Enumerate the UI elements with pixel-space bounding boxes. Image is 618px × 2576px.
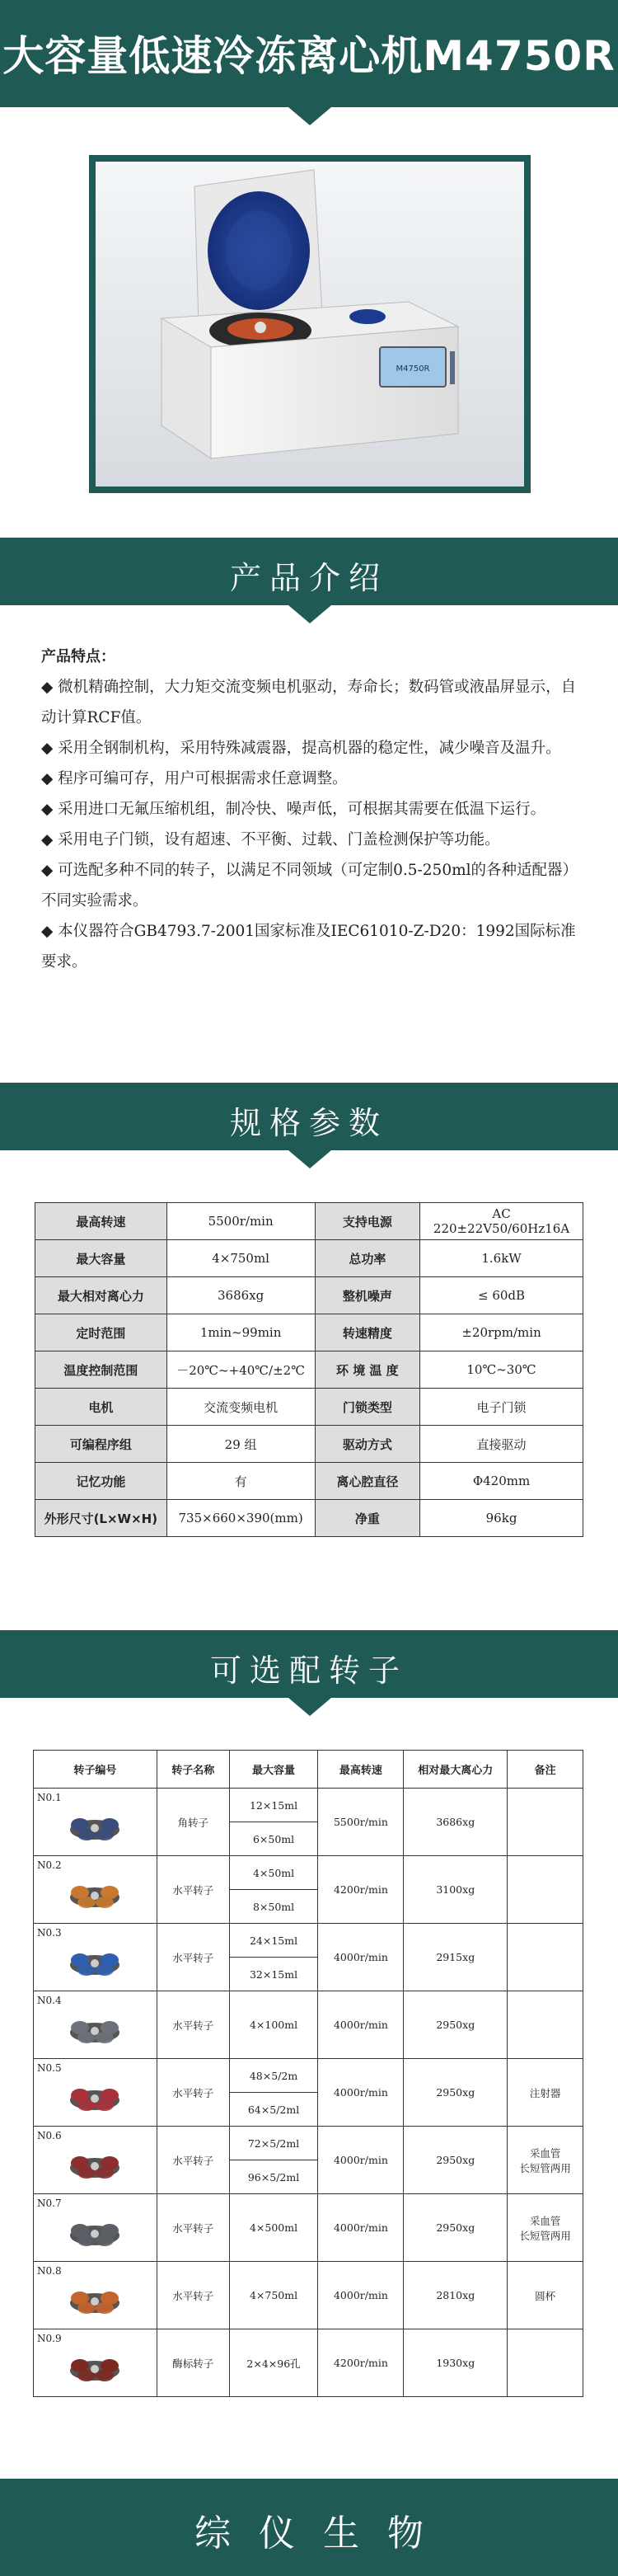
spec-value: 3686xg xyxy=(166,1277,315,1314)
spec-value: 29 组 xyxy=(166,1426,315,1463)
intro-paragraph: ◆ 采用进口无氟压缩机组，制冷快、噪声低，可根据其需要在低温下运行。 xyxy=(41,801,546,818)
rotor-name: 水平转子 xyxy=(157,1924,229,1991)
rotor-rcf: 2915xg xyxy=(404,1924,508,1991)
intro-paragraph: ◆ 微机精确控制，大力矩交流变频电机驱动，寿命长；数码管或液晶屏显示，自动计算RCF值。 xyxy=(41,679,577,726)
rotor-number: N0.6 xyxy=(37,2130,62,2141)
product-photo xyxy=(89,155,531,493)
rotor-name: 水平转子 xyxy=(157,2059,229,2127)
spec-label: 可编程序组 xyxy=(35,1426,167,1463)
rotor-number: N0.3 xyxy=(37,1927,62,1939)
spec-row xyxy=(35,1500,583,1537)
panel-text: M4750R xyxy=(396,364,430,374)
rotor-capacity: 4×500ml xyxy=(229,2194,318,2262)
spec-row xyxy=(35,1240,583,1277)
rotor-image-icon xyxy=(62,2008,128,2049)
spec-value: AC 220±22V50/60Hz16A xyxy=(420,1203,583,1240)
rotor-number: N0.4 xyxy=(37,1995,62,2006)
rotor-name: 水平转子 xyxy=(157,2194,229,2262)
rotor-rcf: 3686xg xyxy=(404,1789,508,1856)
rotor-note: 圆杯 xyxy=(508,2262,583,2329)
rotor-number-cell xyxy=(34,1991,157,2059)
brand-name: 综仪生物 xyxy=(194,2513,452,2555)
rotor-capacity: 4×50ml xyxy=(229,1856,318,1890)
rotor-header-cell: 最高转速 xyxy=(318,1751,404,1789)
section-banner-spec xyxy=(0,1083,618,1150)
spec-row xyxy=(35,1389,583,1426)
rotor-capacity: 24×15ml xyxy=(229,1924,318,1958)
spec-value: 交流变频电机 xyxy=(166,1389,315,1426)
rotor-header-cell: 转子编号 xyxy=(34,1751,157,1789)
rotor-number-cell xyxy=(34,1789,157,1856)
rotor-number-cell xyxy=(34,1924,157,1991)
rotor-speed: 4000r/min xyxy=(318,2262,404,2329)
spec-label: 离心腔直径 xyxy=(315,1463,420,1500)
spec-value: －20℃~+40℃/±2℃ xyxy=(166,1351,315,1389)
rotor-note xyxy=(508,1856,583,1924)
rotor-name: 水平转子 xyxy=(157,2127,229,2194)
rotor-rcf: 2810xg xyxy=(404,2262,508,2329)
table-row xyxy=(34,2262,583,2329)
spec-value: 电子门锁 xyxy=(420,1389,583,1426)
section-banner-intro xyxy=(0,538,618,605)
rotor-capacity: 4×100ml xyxy=(229,1991,318,2059)
spec-value: 1.6kW xyxy=(420,1240,583,1277)
spec-label: 外形尺寸(L×W×H) xyxy=(35,1500,167,1537)
spec-value: 5500r/min xyxy=(166,1203,315,1240)
spec-value: 96kg xyxy=(420,1500,583,1537)
rotor-number-cell xyxy=(34,2262,157,2329)
rotor-number: N0.8 xyxy=(37,2265,62,2277)
section-title-rotors: 可选配转子 xyxy=(209,1652,408,1689)
spec-row xyxy=(35,1203,583,1240)
rotor-capacity: 6×50ml xyxy=(229,1822,318,1856)
rotor-image-icon xyxy=(62,1873,128,1914)
spec-label: 净重 xyxy=(315,1500,420,1537)
spec-value: ≤ 60dB xyxy=(420,1277,583,1314)
rotor-speed: 4000r/min xyxy=(318,1924,404,1991)
intro-heading: 产品特点： xyxy=(41,648,115,665)
rotor-number: N0.2 xyxy=(37,1859,62,1871)
rotor-capacity: 12×15ml xyxy=(229,1789,318,1822)
spec-row xyxy=(35,1277,583,1314)
intro-text xyxy=(41,642,585,977)
spec-row xyxy=(35,1463,583,1500)
intro-paragraph: ◆ 程序可编可存，用户可根据需求任意调整。 xyxy=(41,770,348,787)
rotor-table xyxy=(33,1750,583,2397)
rotor-note xyxy=(508,1924,583,1991)
rotor-note: 采血管 长短管两用 xyxy=(508,2127,583,2194)
section-banner-rotors xyxy=(0,1630,618,1698)
rotor-capacity: 64×5/2ml xyxy=(229,2093,318,2127)
rotor-image-icon xyxy=(62,2143,128,2184)
rotor-capacity: 4×750ml xyxy=(229,2262,318,2329)
spec-label: 驱动方式 xyxy=(315,1426,420,1463)
rotor-image-icon xyxy=(62,2278,128,2320)
rotor-image-icon xyxy=(62,2211,128,2252)
rotor-note xyxy=(508,2329,583,2397)
intro-paragraph: ◆ 可选配多种不同的转子，以满足不同领域（可定制0.5-250ml的各种适配器）不同实验需求。 xyxy=(41,862,578,910)
rotor-speed: 4000r/min xyxy=(318,2194,404,2262)
spec-label: 最高转速 xyxy=(35,1203,167,1240)
page-title: 大容量低速冷冻离心机M4750R xyxy=(2,32,616,80)
spec-label: 整机噪声 xyxy=(315,1277,420,1314)
rotor-capacity: 2×4×96孔 xyxy=(229,2329,318,2397)
banner-arrow xyxy=(288,605,331,623)
spec-table xyxy=(35,1202,583,1537)
spec-value: 有 xyxy=(166,1463,315,1500)
spec-label: 定时范围 xyxy=(35,1314,167,1351)
rotor-image-icon xyxy=(62,2075,128,2117)
rotor-header-cell: 备注 xyxy=(508,1751,583,1789)
rotor-speed: 4000r/min xyxy=(318,2059,404,2127)
rotor-capacity: 48×5/2m xyxy=(229,2059,318,2093)
spec-label: 转速精度 xyxy=(315,1314,420,1351)
rotor-speed: 4000r/min xyxy=(318,2127,404,2194)
rotor-capacity: 96×5/2ml xyxy=(229,2160,318,2194)
spec-value: ±20rpm/min xyxy=(420,1314,583,1351)
intro-paragraph: ◆ 采用全钢制机构，采用特殊减震器，提高机器的稳定性，减少噪音及温升。 xyxy=(41,740,561,757)
rotor-name: 水平转子 xyxy=(157,2262,229,2329)
spec-label: 总功率 xyxy=(315,1240,420,1277)
spec-label: 最大容量 xyxy=(35,1240,167,1277)
rotor-rcf: 2950xg xyxy=(404,2127,508,2194)
rotor-note xyxy=(508,1789,583,1856)
rotor-number-cell xyxy=(34,2329,157,2397)
spec-label: 门锁类型 xyxy=(315,1389,420,1426)
rotor-number: N0.7 xyxy=(37,2198,62,2209)
spec-value: 735×660×390(mm) xyxy=(166,1500,315,1537)
rotor-note: 注射器 xyxy=(508,2059,583,2127)
rotor-number: N0.1 xyxy=(37,1792,62,1803)
rotor-header-cell: 最大容量 xyxy=(229,1751,318,1789)
spec-value: 4×750ml xyxy=(166,1240,315,1277)
rotor-capacity: 8×50ml xyxy=(229,1890,318,1924)
table-row xyxy=(34,2329,583,2397)
table-row xyxy=(34,2127,583,2160)
rotor-speed: 4200r/min xyxy=(318,1856,404,1924)
footer-banner xyxy=(0,2479,618,2576)
spec-row xyxy=(35,1426,583,1463)
table-row xyxy=(34,1789,583,1822)
rotor-speed: 5500r/min xyxy=(318,1789,404,1856)
rotor-name: 角转子 xyxy=(157,1789,229,1856)
rotor-header-cell: 转子名称 xyxy=(157,1751,229,1789)
spec-label: 温度控制范围 xyxy=(35,1351,167,1389)
header-banner xyxy=(0,0,618,107)
spec-value: 10℃~30℃ xyxy=(420,1351,583,1389)
spec-label: 电机 xyxy=(35,1389,167,1426)
rotor-rcf: 3100xg xyxy=(404,1856,508,1924)
table-row xyxy=(34,2194,583,2262)
spec-label: 记忆功能 xyxy=(35,1463,167,1500)
centrifuge-illustration xyxy=(96,162,524,487)
rotor-rcf: 2950xg xyxy=(404,2194,508,2262)
rotor-number: N0.5 xyxy=(37,2062,62,2074)
rotor-number-cell xyxy=(34,2194,157,2262)
rotor-speed: 4000r/min xyxy=(318,1991,404,2059)
rotor-number-cell xyxy=(34,2127,157,2194)
rotor-note xyxy=(508,1991,583,2059)
rotor-header-row xyxy=(34,1751,583,1789)
intro-paragraph: ◆ 本仪器符合GB4793.7-2001国家标准及IEC61010-Z-D20：1992国际标准要求。 xyxy=(41,923,576,971)
spec-label: 支持电源 xyxy=(315,1203,420,1240)
rotor-rcf: 1930xg xyxy=(404,2329,508,2397)
table-row xyxy=(34,1924,583,1958)
spec-label: 最大相对离心力 xyxy=(35,1277,167,1314)
rotor-image-icon xyxy=(62,1805,128,1846)
spec-value: 直接驱动 xyxy=(420,1426,583,1463)
rotor-capacity: 72×5/2ml xyxy=(229,2127,318,2160)
section-title-intro: 产品介绍 xyxy=(229,560,388,596)
rotor-name: 水平转子 xyxy=(157,1856,229,1924)
rotor-name: 酶标转子 xyxy=(157,2329,229,2397)
table-row xyxy=(34,1856,583,1890)
rotor-header-cell: 相对最大离心力 xyxy=(404,1751,508,1789)
rotor-rcf: 2950xg xyxy=(404,1991,508,2059)
banner-arrow xyxy=(288,1698,331,1716)
spec-label: 环 境 温 度 xyxy=(315,1351,420,1389)
banner-arrow xyxy=(288,107,331,125)
rotor-image-icon xyxy=(62,2346,128,2387)
intro-paragraph: ◆ 采用电子门锁，设有超速、不平衡、过载、门盖检测保护等功能。 xyxy=(41,831,500,848)
spec-value: Φ420mm xyxy=(420,1463,583,1500)
spec-row xyxy=(35,1351,583,1389)
rotor-note: 采血管 长短管两用 xyxy=(508,2194,583,2262)
table-row xyxy=(34,2059,583,2093)
rotor-number-cell xyxy=(34,2059,157,2127)
rotor-image-icon xyxy=(62,1940,128,1981)
spec-row xyxy=(35,1314,583,1351)
section-title-spec: 规格参数 xyxy=(229,1105,388,1141)
rotor-speed: 4200r/min xyxy=(318,2329,404,2397)
rotor-number-cell xyxy=(34,1856,157,1924)
rotor-number: N0.9 xyxy=(37,2333,62,2344)
rotor-name: 水平转子 xyxy=(157,1991,229,2059)
spec-value: 1min~99min xyxy=(166,1314,315,1351)
rotor-rcf: 2950xg xyxy=(404,2059,508,2127)
table-row xyxy=(34,1991,583,2059)
rotor-capacity: 32×15ml xyxy=(229,1958,318,1991)
banner-arrow xyxy=(288,1150,331,1168)
